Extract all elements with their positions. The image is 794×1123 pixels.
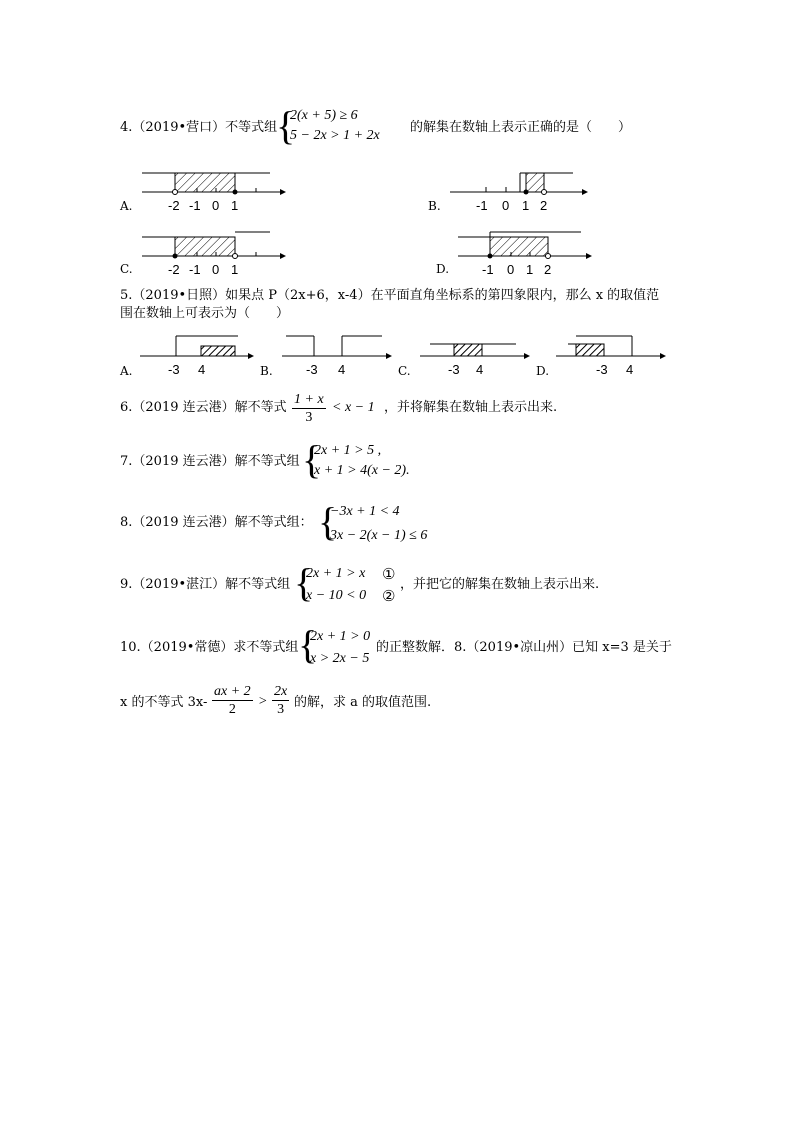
q4b-tick-3: 1 [522, 198, 530, 213]
q10-denominator-2: 3 [277, 702, 285, 717]
q4-brace: { [276, 103, 296, 148]
q6-suffix: ，并将解集在数轴上表示出来. [384, 400, 558, 415]
q4b-tick-4: 2 [540, 198, 548, 213]
q5-option-d-numberline [556, 332, 676, 382]
q4d-tick-2: 0 [507, 262, 515, 277]
q5-option-a-label[interactable]: A. [120, 364, 133, 378]
q9-mark-2: ② [382, 587, 396, 605]
q6-inequality: < x − 1 [332, 400, 375, 415]
q10-denominator-1: 2 [228, 702, 236, 717]
q8-system [330, 500, 427, 548]
q9-prefix: 9.（2019•湛江）解不等式组 [120, 577, 291, 592]
q5d-tick-1: -3 [596, 362, 608, 377]
q7-brace: { [302, 437, 322, 482]
q4-suffix: 的解集在数轴上表示正确的是（ ） [410, 120, 632, 135]
q4a-tick-4: 1 [231, 198, 239, 213]
q4-option-c-label[interactable]: C. [120, 262, 133, 276]
q5-option-d-label[interactable]: D. [536, 364, 550, 378]
q9-brace: { [294, 560, 314, 605]
q5a-tick-2: 4 [198, 362, 206, 377]
q8-brace: { [318, 499, 338, 544]
q5b-tick-2: 4 [338, 362, 346, 377]
q10-line2-prefix: x 的不等式 3x- [120, 695, 208, 710]
q4-option-a-label[interactable]: A. [120, 199, 133, 213]
q4a-tick-2: -1 [189, 198, 201, 213]
q10-numerator-1: ax + 2 [214, 684, 251, 699]
q4-eq1: 2(x + 5) ≥ 6 [290, 108, 358, 123]
q4d-tick-4: 2 [544, 262, 552, 277]
q10-eq2: x > 2x − 5 [310, 651, 370, 666]
q4-option-b-label[interactable]: B. [428, 199, 441, 213]
q4-option-a-numberline [140, 160, 300, 220]
q6-prefix: 6.（2019 连云港）解不等式 [120, 400, 287, 415]
q10-prefix: 10.（2019•常德）求不等式组 [120, 640, 299, 655]
q6-numerator: 1 + x [294, 392, 324, 407]
q4-system [290, 106, 380, 146]
q4d-tick-3: 1 [526, 262, 534, 277]
q7-eq2: x + 1 > 4(x − 2). [314, 463, 410, 478]
q4c-tick-3: 0 [212, 262, 220, 277]
q9-eq1: 2x + 1 > x [306, 566, 366, 581]
q4c-tick-2: -1 [189, 262, 201, 277]
q4b-tick-1: -1 [476, 198, 488, 213]
q5-option-a-numberline [140, 332, 260, 382]
q6-denominator: 3 [305, 410, 313, 425]
q5-option-c-label[interactable]: C. [398, 364, 411, 378]
q8-prefix: 8.（2019 连云港）解不等式组： [120, 515, 313, 530]
q9-system [306, 563, 366, 607]
q9-eq2: x − 10 < 0 [306, 588, 367, 603]
q4-prefix: 4.（2019•营口）不等式组 [120, 120, 278, 135]
q4a-tick-1: -2 [168, 198, 180, 213]
q5-line2: 围在数轴上可表示为（ ） [120, 306, 290, 321]
q5c-tick-2: 4 [476, 362, 484, 377]
q5b-tick-1: -3 [306, 362, 318, 377]
q10-line2-suffix: 的解，求 a 的取值范围. [294, 695, 432, 710]
q5-option-b-label[interactable]: B. [260, 364, 273, 378]
q5-option-c-numberline [420, 332, 540, 382]
q4c-tick-1: -2 [168, 262, 180, 277]
q4a-tick-3: 0 [212, 198, 220, 213]
q9-suffix: ，并把它的解集在数轴上表示出来. [400, 577, 600, 592]
q4b-tick-2: 0 [502, 198, 510, 213]
q4-eq2: 5 − 2x > 1 + 2x [290, 128, 380, 143]
q9-mark-1: ① [382, 565, 396, 583]
q4-option-d-label[interactable]: D. [436, 262, 450, 276]
q7-eq1: 2x + 1 > 5 , [314, 443, 382, 458]
q4-option-d-numberline [456, 224, 616, 284]
q10-eq1: 2x + 1 > 0 [310, 629, 371, 644]
q10-fraction-2 [272, 684, 289, 719]
q4d-tick-1: -1 [482, 262, 494, 277]
q5d-tick-2: 4 [626, 362, 634, 377]
q7-prefix: 7.（2019 连云港）解不等式组 [120, 454, 300, 469]
q10-numerator-2: 2x [274, 684, 288, 699]
q5-option-b-numberline [282, 332, 402, 382]
q10-gt: > [258, 694, 268, 709]
q10-fraction-1 [212, 684, 253, 719]
q7-system [314, 441, 410, 481]
q5-line1: 5.（2019•日照）如果点 P（2x+6，x-4）在平面直角坐标系的第四象限内，那么 x 的取值范 [120, 288, 660, 303]
q4-option-b-numberline [448, 160, 608, 220]
q4-option-c-numberline [140, 224, 300, 284]
q10-brace: { [298, 622, 318, 667]
q10-system [310, 626, 370, 670]
q5a-tick-1: -3 [168, 362, 180, 377]
q5c-tick-1: -3 [448, 362, 460, 377]
q8-eq1: −3x + 1 < 4 [330, 504, 400, 519]
q8-eq2: 3x − 2(x − 1) ≤ 6 [330, 528, 428, 543]
q4c-tick-4: 1 [231, 262, 239, 277]
q6-fraction [292, 392, 326, 427]
q10-suffix: 的正整数解．8.（2019•凉山州）已知 x=3 是关于 [376, 640, 672, 655]
